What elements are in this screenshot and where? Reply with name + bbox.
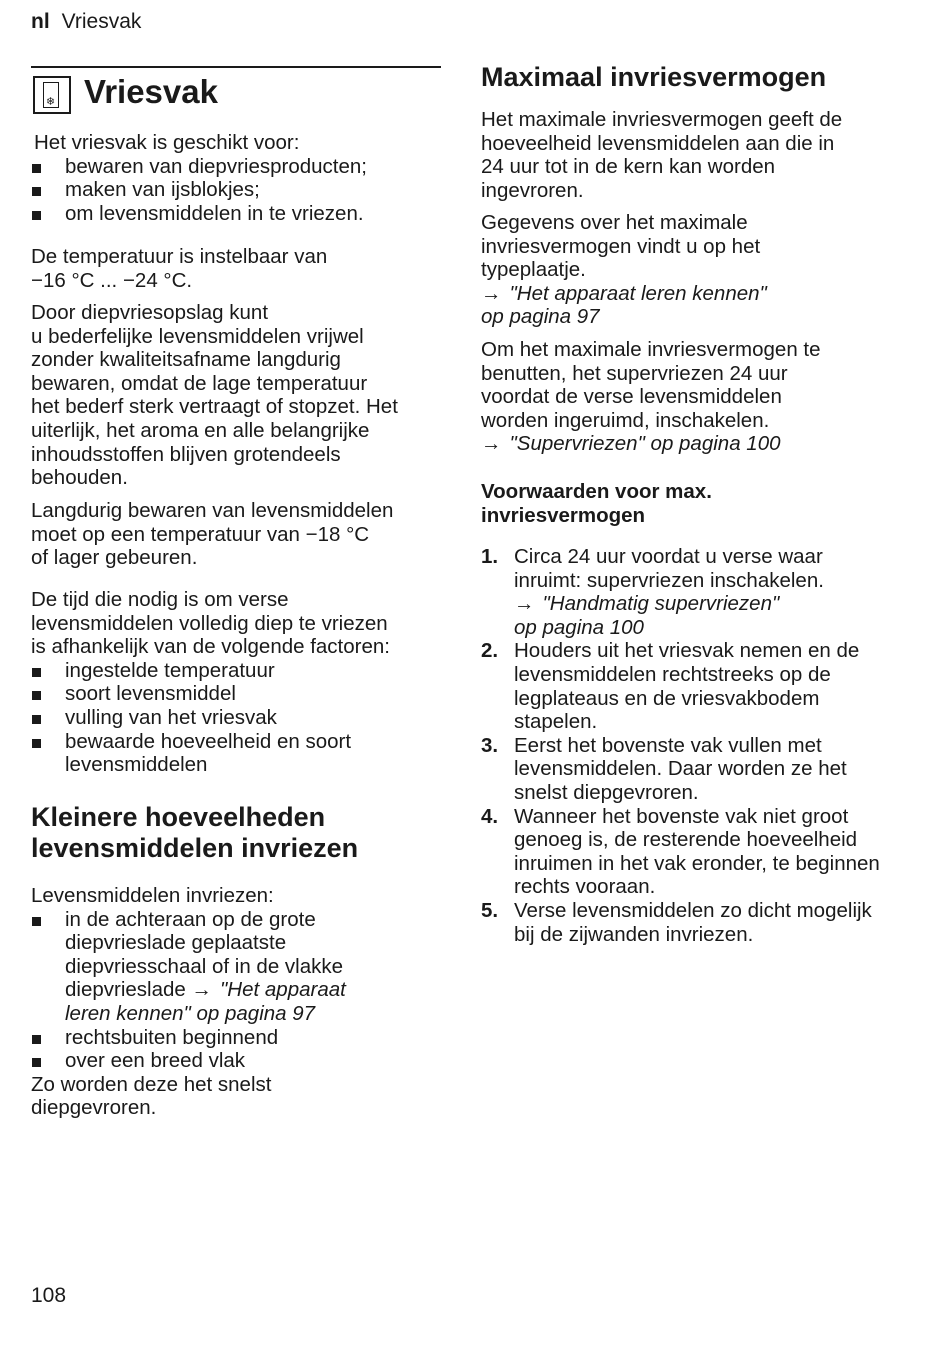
step-number: 2. [481, 639, 499, 663]
text-line: De tijd die nodig is om verse [31, 588, 289, 611]
text-line: behouden. [31, 466, 128, 490]
text-line: Levensmiddelen invriezen: [31, 884, 274, 907]
text-line: uiterlijk, het aroma en alle belangrijke [31, 418, 370, 442]
step-text: Houders uit het vriesvak nemen en de levensmiddelen rechtstreeks op de legplateaus en de vriesvakbodem stapelen. [514, 639, 860, 734]
text-line: Gegevens over het maximale [481, 211, 748, 234]
running-header-section: Vriesvak [61, 10, 142, 33]
list-item: ingestelde temperatuur [31, 659, 401, 683]
list-item-text: in de achteraan op de grote diepvrieslade geplaatste diepvriesschaal of in de vlakke diepvrieslade [65, 907, 344, 1002]
list-item: over een breed vlak [31, 1049, 393, 1073]
arrow-icon: → [481, 432, 502, 456]
temperature-paragraph [31, 245, 443, 292]
text-line: −16 °C ... −24 °C. [31, 268, 193, 292]
arrow-icon: → [191, 978, 213, 1002]
uses-list [31, 155, 443, 226]
freeze-time-block [31, 588, 443, 777]
step-text: Wanneer het bovenste vak niet groot genoeg is, de resterende hoeveelheid inruimen in het vak eronder, te beginnen rechts vooraan. [514, 804, 880, 899]
language-code: nl [31, 10, 50, 33]
text-line: het bederf sterk vertraagt of stopzet. Het [31, 395, 398, 419]
section-subtitle: Maximaal invriesvermogen [481, 62, 827, 92]
text-line: u bederfelijke levensmiddelen vrijwel [31, 324, 364, 348]
text-line: worden ingeruimd, inschakelen. [481, 408, 770, 432]
reference-link: "Handmatig supervriezen" [542, 592, 780, 616]
step-item [481, 545, 893, 639]
text-line: Zo worden deze het snelst [31, 1072, 272, 1096]
text-line: inhoudsstoffen blijven grotendeels [31, 442, 341, 466]
list-item: bewaren van diepvriesproducten; [31, 155, 443, 179]
text-line: diepgevroren. [31, 1096, 157, 1120]
step-number: 3. [481, 733, 499, 757]
uses-intro: Het vriesvak is geschikt voor: [34, 131, 300, 154]
list-item: maken van ijsblokjes; [31, 178, 443, 202]
step-text: Verse levensmiddelen zo dicht mogelijk bij de zijwanden invriezen. [514, 898, 872, 946]
step-item [481, 899, 893, 946]
heading-line: Kleinere hoeveelheden [31, 802, 326, 832]
small-quantities-block [31, 884, 443, 1120]
section-subtitle [31, 802, 443, 864]
cross-reference-continued: op pagina 97 [481, 305, 600, 329]
arrow-icon: → [481, 281, 502, 305]
reference-link: "Het apparaat leren kennen" op pagina 97 [65, 978, 346, 1025]
text-line: benutten, het supervriezen 24 uur [481, 361, 788, 385]
text-line: voordat de verse levensmiddelen [481, 385, 782, 409]
list-item: vulling van het vriesvak [31, 706, 401, 730]
text-line: hoeveelheid levensmiddelen aan die in [481, 131, 835, 155]
text-line: is afhankelijk van de volgende factoren: [31, 635, 390, 659]
step-text: Eerst het bovenste vak vullen met levensmiddelen. Daar worden ze het snelst diepgevroren. [514, 733, 847, 804]
longterm-paragraph [31, 499, 443, 570]
text-line: typeplaatje. [481, 258, 586, 282]
snowflake-icon: ❄ [45, 96, 56, 108]
capacity-paragraph-1 [481, 108, 901, 202]
step-number: 1. [481, 545, 499, 568]
storage-paragraph [31, 301, 443, 490]
heading-line: invriesvermogen [481, 503, 646, 527]
list-item: rechtsbuiten beginnend [31, 1026, 393, 1050]
reference-link: "Het apparaat leren kennen" [509, 281, 767, 305]
conditions-steps [481, 545, 893, 946]
cross-reference-continued: op pagina 100 [514, 615, 644, 639]
step-item [481, 639, 893, 733]
text-line: Om het maximale invriesvermogen te [481, 338, 821, 361]
text-line: 24 uur tot in de kern kan worden [481, 155, 776, 179]
page-number: 108 [31, 1284, 67, 1307]
text-line: bewaren, omdat de lage temperatuur [31, 371, 368, 395]
text-line: Door diepvriesopslag kunt [31, 301, 269, 324]
step-item [481, 805, 893, 899]
step-item [481, 734, 893, 805]
uses-block [31, 131, 443, 225]
step-text: Circa 24 uur voordat u verse waar inruimt: supervriezen inschakelen. [514, 545, 824, 592]
freezer-compartment-icon [33, 76, 71, 114]
text-line: De temperatuur is instelbaar van [31, 245, 328, 268]
cross-reference [514, 592, 893, 616]
heading-line: Voorwaarden voor max. [481, 480, 712, 503]
small-quantities-heading [31, 802, 443, 864]
list-item: om levensmiddelen in te vriezen. [31, 202, 443, 226]
text-line: invriesvermogen vindt u op het [481, 234, 761, 258]
heading-line: levensmiddelen invriezen [31, 833, 359, 863]
conditions-title [481, 480, 901, 527]
text-line: Langdurig bewaren van levensmiddelen [31, 499, 394, 522]
page-title: Vriesvak [84, 73, 218, 110]
freezer-door-shape [43, 82, 59, 108]
capacity-paragraph-3 [481, 338, 901, 456]
list-item: bewaarde hoeveelheid en soort levensmiddelen [31, 730, 401, 777]
text-line: Het maximale invriesvermogen geeft de [481, 108, 843, 131]
small-quantities-list [31, 908, 393, 1073]
step-number: 4. [481, 804, 499, 828]
text-line: of lager gebeuren. [31, 546, 198, 570]
running-header [31, 9, 141, 35]
step-number: 5. [481, 898, 499, 922]
text-line: moet op een temperatuur van −18 °C [31, 522, 370, 546]
max-capacity-heading [481, 62, 901, 93]
cross-reference [481, 432, 901, 456]
text-line: levensmiddelen volledig diep te vriezen [31, 611, 388, 635]
list-item [31, 908, 393, 1026]
cross-reference [481, 282, 901, 306]
conditions-heading [481, 480, 901, 527]
reference-link: "Supervriezen" op pagina 100 [509, 432, 781, 456]
steps-list [481, 545, 893, 946]
list-item: soort levensmiddel [31, 682, 401, 706]
section-heading [31, 66, 441, 118]
arrow-icon: → [514, 592, 535, 616]
text-line: ingevroren. [481, 178, 584, 202]
text-line: zonder kwaliteitsafname langdurig [31, 348, 341, 372]
factors-list [31, 659, 401, 777]
capacity-paragraph-2 [481, 211, 901, 329]
